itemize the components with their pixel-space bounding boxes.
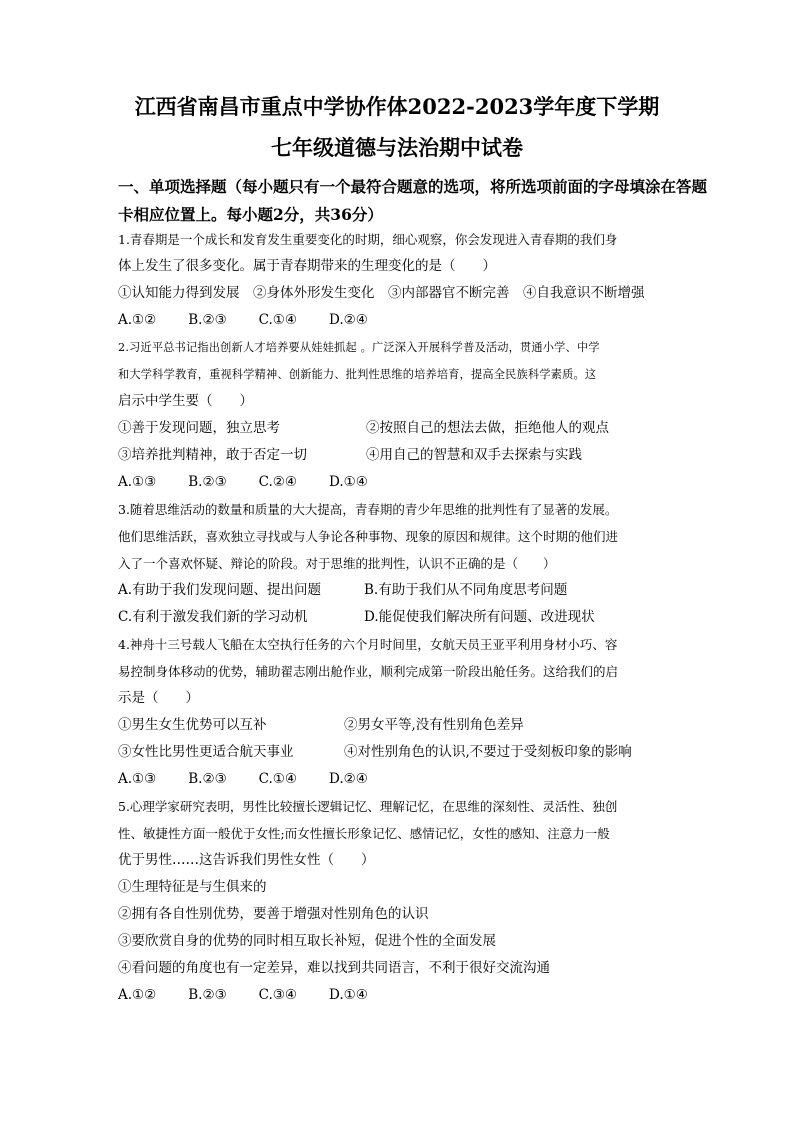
choice-b: B.②③ [188, 312, 227, 328]
choice-d: D.①④ [329, 987, 368, 1003]
question-3-stem-line2: 他们思维活跃，喜欢独立寻找或与人争论各种事物、现象的原因和规律。这个时期的他们进 [118, 529, 619, 544]
question-2-statements-row1 [118, 415, 678, 442]
statement-3: ③培养批判精神，敢于否定一切 [118, 447, 307, 463]
question-5-stem-line2: 性、敏捷性方面一般优于女性;而女性擅长形象记忆、感情记忆，女性的感知、注意力一般 [118, 826, 610, 841]
exam-title-line1: 江西省南昌市重点中学协作体2022-2023学年度下学期 [134, 94, 660, 119]
choice-b: B.②③ [188, 474, 227, 490]
statement-2: ②男女平等,没有性别角色差异 [344, 717, 524, 733]
question-4-stem-line1: 4.神舟十三号载人飞船在太空执行任务的六个月时间里，女航天员王亚平利用身材小巧、容 [118, 637, 618, 652]
question-5-stem-line3: 优于男性……这告诉我们男性女性（ ） [118, 852, 375, 868]
question-2 [118, 334, 678, 496]
question-3 [118, 496, 678, 631]
choice-c: C.③④ [258, 987, 298, 1003]
question-1-choices [118, 307, 678, 334]
choice-a: A.①③ [118, 771, 157, 787]
statement-1: ①善于发现问题，独立思考 [118, 420, 280, 436]
question-1-stem-line2: 体上发生了很多变化。属于青春期带来的生理变化的是（ ） [118, 258, 496, 274]
question-3-options-row2 [118, 604, 678, 631]
statement-4: ④对性别角色的认识,不要过于受刻板印象的影响 [344, 744, 632, 760]
question-1-stem-line1: 1.青春期是一个成长和发育发生重要变化的时期，细心观察，你会发现进入青春期的我们身 [118, 232, 618, 247]
exam-title-line2: 七年级道德与法治期中试卷 [271, 135, 523, 160]
question-4-stem-line2: 易控制身体移动的优势，辅助翟志刚出舱作业，顺利完成第一阶段出舱任务。这给我们的启 [118, 664, 619, 679]
question-3-stem-line3: 入了一个喜欢怀疑、辩论的阶段。对于思维的批判性，认识不正确的是（ ） [118, 556, 556, 571]
choice-c: C.①④ [258, 312, 298, 328]
question-2-stem-line3: 启示中学生要（ ） [118, 393, 253, 409]
statement-3: ③女性比男性更适合航天事业 [118, 744, 294, 760]
option-a: A.有助于我们发现问题、提出问题 [118, 582, 322, 598]
question-5-stem-line1: 5.心理学家研究表明，男性比较擅长逻辑记忆、理解记忆，在思维的深刻性、灵活性、独创 [118, 799, 618, 814]
option-c: C.有利于激发我们新的学习动机 [118, 609, 308, 625]
question-4-statements-row2 [118, 739, 678, 766]
question-3-options-row1 [118, 577, 678, 604]
choice-a: A.①③ [118, 474, 157, 490]
choice-b: B.②③ [188, 771, 227, 787]
question-1-statements: ①认知能力得到发展 ②身体外形发生变化 ③内部器官不断完善 ④自我意识不断增强 [118, 285, 645, 301]
question-3-stem-line1: 3.随着思维活动的数量和质量的大大提高，青春期的青少年思维的批判性有了显著的发展。 [118, 502, 618, 517]
option-b: B.有助于我们从不同角度思考问题 [364, 582, 568, 598]
question-4-choices [118, 766, 678, 793]
question-5-choices [118, 982, 678, 1009]
question-2-statements-row2 [118, 442, 678, 469]
question-1 [118, 226, 678, 334]
statement-2: ②拥有各自性别优势，要善于增强对性别角色的认识 [118, 906, 429, 922]
section-heading-line1: 一、单项选择题（每小题只有一个最符合题意的选项，将所选项前面的字母填涂在答题 [118, 177, 708, 196]
choice-d: D.①④ [329, 474, 368, 490]
question-5 [118, 793, 678, 1009]
choice-a: A.①② [118, 312, 157, 328]
statement-3: ③要欣赏自身的优势的同时相互取长补短，促进个性的全面发展 [118, 933, 496, 949]
questions-list [118, 226, 678, 1009]
question-2-stem-line2: 和大学科学教育，重视科学精神、创新能力、批判性思维的培养培育，提高全民族科学素质。这 [118, 368, 597, 381]
choice-b: B.②③ [188, 987, 227, 1003]
statement-2: ②按照自己的想法去做，拒绝他人的观点 [366, 420, 609, 436]
statement-1: ①男生女生优势可以互补 [118, 717, 267, 733]
choice-d: D.②④ [329, 312, 368, 328]
option-d: D.能促使我们解决所有问题、改进现状 [364, 609, 595, 625]
choice-c: C.②④ [258, 474, 298, 490]
question-2-stem-line1: 2.习近平总书记指出创新人才培养要从娃娃抓起 。广泛深入开展科学普及活动，贯通小学、中学 [118, 341, 600, 354]
question-4-statements-row1 [118, 712, 678, 739]
statement-4: ④看问题的角度也有一定差异，难以找到共同语言，不利于很好交流沟通 [118, 960, 550, 976]
question-4 [118, 631, 678, 793]
choice-d: D.②④ [329, 771, 368, 787]
section-heading [118, 173, 708, 229]
question-2-choices [118, 469, 678, 496]
choice-a: A.①② [118, 987, 157, 1003]
section-heading-line2: 卡相应位置上。每小题2分，共36分） [118, 205, 383, 224]
statement-4: ④用自己的智慧和双手去探索与实践 [366, 447, 582, 463]
choice-c: C.①④ [258, 771, 298, 787]
question-4-stem-line3: 示是（ ） [118, 690, 199, 706]
statement-1: ①生理特征是与生俱来的 [118, 879, 267, 895]
